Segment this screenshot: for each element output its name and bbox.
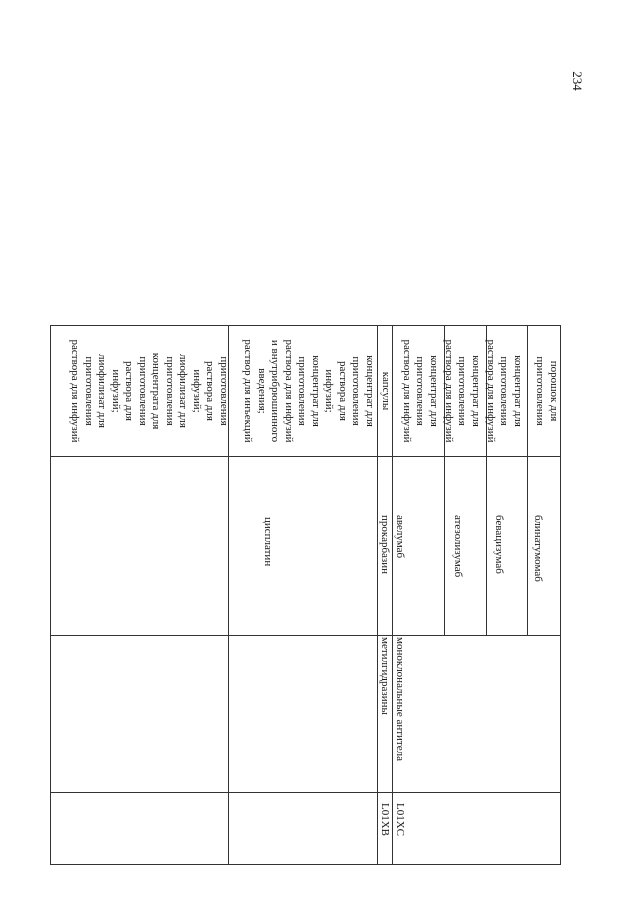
drug-table: [50, 325, 561, 865]
forms-cell: концентрат для приготовления раствора для инфузий: [443, 339, 482, 443]
table-border-left: [50, 325, 51, 865]
forms-cell: приготовления раствора для инфузий; лиофилизат для приготовления концентрата для приготовления раствора для инфузий; лиофилизат для приготовления раствора для инфузий: [69, 339, 230, 443]
forms-cell: концентрат для приготовления раствора для инфузий; концентрат для приготовления раствора для инфузий и внутрибрюшинного введения; раствор для инъекций: [242, 339, 376, 443]
column-separator: [50, 792, 561, 793]
page-number: 234: [570, 71, 585, 91]
group-cell: метилгидразины: [379, 637, 391, 715]
drug-name-cell: авелумаб: [394, 515, 406, 559]
forms-cell: капсулы: [380, 371, 392, 411]
atc-code-cell: L01XC: [394, 803, 406, 836]
row-separator: [527, 325, 528, 635]
drug-name-cell: цисплатин: [262, 517, 274, 567]
column-separator: [50, 635, 561, 636]
table-border-bottom: [50, 864, 561, 865]
forms-cell: концентрат для приготовления раствора для инфузий: [401, 339, 440, 443]
drug-name-cell: бевацизумаб: [493, 515, 505, 574]
column-separator: [50, 456, 561, 457]
atc-code-cell: L01XB: [379, 803, 391, 836]
group-cell: моноклональные антитела: [394, 637, 406, 761]
drug-name-cell: атезолизумаб: [452, 515, 464, 578]
drug-name-cell: прокарбазин: [379, 515, 391, 575]
drug-name-cell: блинатумомаб: [532, 515, 544, 582]
forms-cell: порошок для приготовления: [534, 356, 560, 426]
forms-cell: концентрат для приготовления раствора для инфузий: [485, 339, 524, 443]
table-border-right: [560, 325, 561, 865]
table-border-top: [50, 325, 561, 326]
